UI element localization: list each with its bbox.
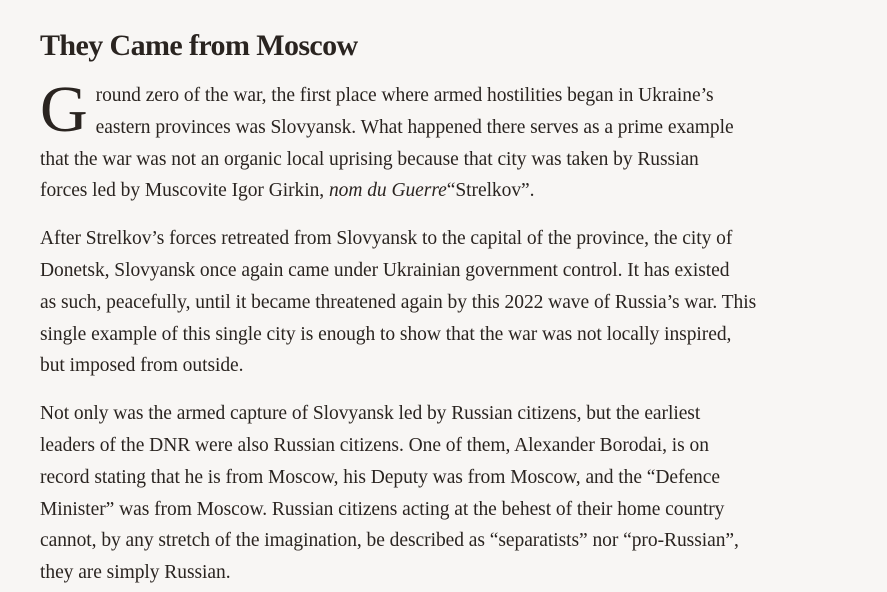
paragraph-line: eastern provinces was Slovyansk. What happened there serves as a prime example — [95, 116, 734, 138]
drop-cap: G — [40, 73, 88, 146]
paragraph-line: single example of this single city is enough to show that the war was not locally inspired, — [40, 323, 732, 345]
paragraph-line: round zero of the war, the first place where armed hostilities began in Ukraine’s — [95, 85, 714, 106]
paragraph-line: as such, peacefully, until it became threatened again by this 2022 wave of Russia’s war. This — [40, 291, 757, 313]
text-run: forces led by Muscovite Igor Girkin, — [40, 180, 329, 202]
paragraph-line: Minister” was from Moscow. Russian citizens acting at the behest of their home country — [40, 498, 725, 520]
paragraph-line: leaders of the DNR were also Russian citizens. One of them, Alexander Borodai, is on — [40, 434, 709, 456]
paragraph-line: Not only was the armed capture of Slovyansk led by Russian citizens, but the earliest — [40, 403, 701, 425]
paragraph-line: they are simply Russian. — [40, 562, 231, 584]
paragraph-line: Donetsk, Slovyansk once again came under Ukrainian government control. It has existed — [40, 259, 730, 281]
paragraph-line: but imposed from outside. — [40, 355, 244, 377]
paragraph-1 — [40, 73, 847, 207]
paragraph-line: After Strelkov’s forces retreated from Slovyansk to the capital of the province, the city of — [40, 228, 733, 250]
paragraph-line: that the war was not an organic local uprising because that city was taken by Russian — [40, 148, 699, 170]
italic-phrase: nom du Guerre — [328, 180, 447, 202]
article-title: They Came from Moscow — [40, 29, 358, 62]
paragraph-line: cannot, by any stretch of the imagination, be described as “separatists” nor “pro-Russian”, — [40, 530, 739, 552]
paragraph-2 — [40, 223, 847, 382]
paragraph-line: record stating that he is from Moscow, his Deputy was from Moscow, and the “Defence — [40, 466, 720, 488]
paragraph-3 — [40, 398, 847, 589]
paragraph-line — [40, 175, 847, 207]
text-run: “Strelkov”. — [446, 180, 535, 202]
